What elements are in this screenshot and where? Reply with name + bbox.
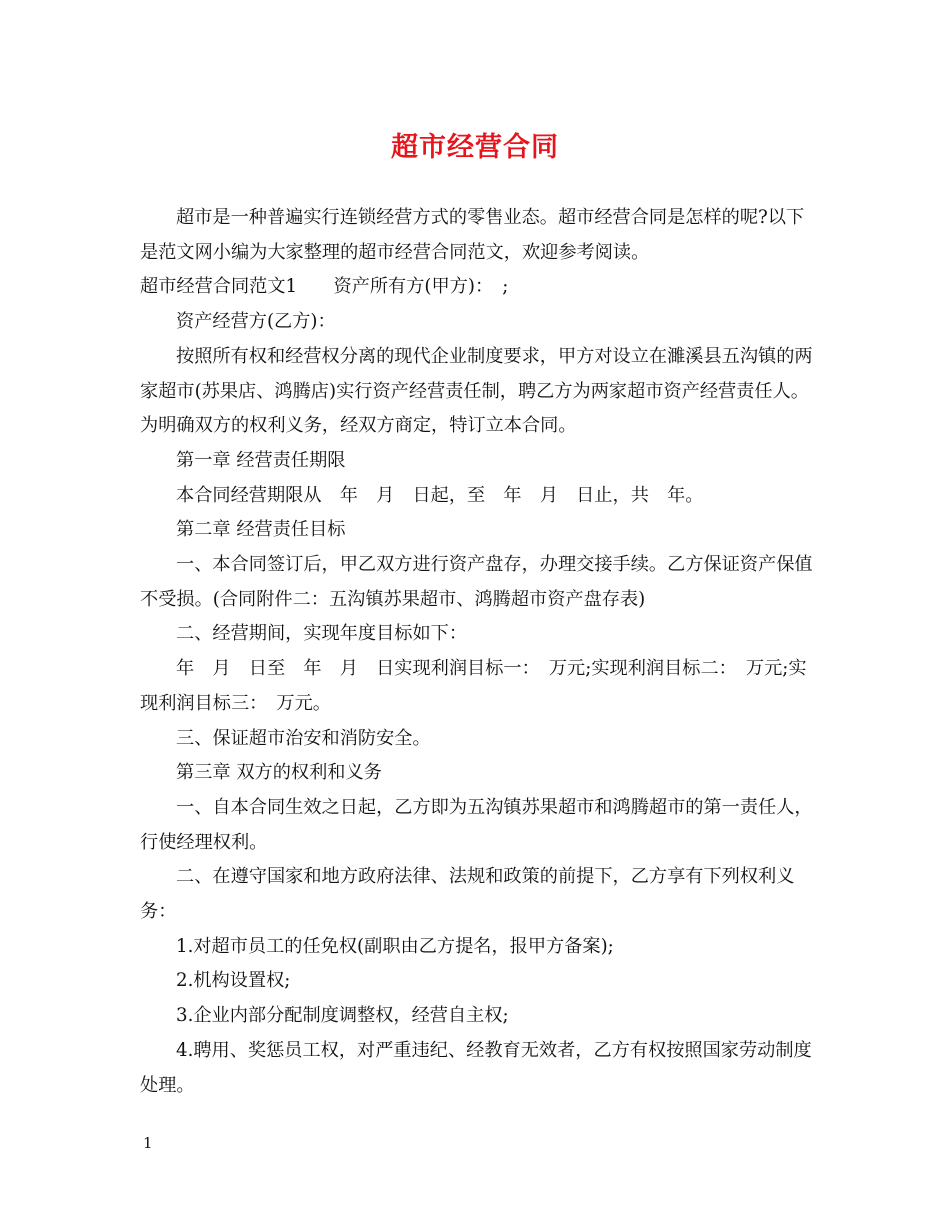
paragraph: 按照所有权和经营权分离的现代企业制度要求，甲方对设立在濉溪县五沟镇的两家超市(苏果店、鸿腾店)实行资产经营责任制，聘乙方为两家超市资产经营责任人。为明确双方的权利义务，经双方商定，特订立本合同。: [140, 345, 813, 437]
paragraph: 超市是一种普遍实行连锁经营方式的零售业态。超市经营合同是怎样的呢?以下是范文网小编为大家整理的超市经营合同范文，欢迎参考阅读。: [140, 207, 805, 263]
paragraph: 二、经营期间，实现年度目标如下：: [176, 623, 468, 645]
paragraph: 三、保证超市治安和消防安全。: [176, 727, 431, 749]
paragraph: 本合同经营期限从 年 月 日起，至 年 月 日止，共 年。: [176, 484, 704, 506]
document-title: 超市经营合同: [391, 132, 559, 163]
paragraph: 第二章 经营责任目标: [176, 519, 346, 541]
paragraph: 第一章 经营责任期限: [176, 449, 346, 471]
paragraph: 2.机构设置权;: [176, 970, 291, 992]
paragraph: 3.企业内部分配制度调整权，经营自主权;: [176, 1005, 509, 1027]
paragraph: 第三章 双方的权利和义务: [176, 762, 382, 784]
page-number: 1: [143, 1134, 153, 1152]
paragraph: 超市经营合同范文1 资产所有方(甲方)： ;: [140, 276, 509, 298]
paragraph: 年 月 日至 年 月 日实现利润目标一： 万元;实现利润目标二： 万元;实现利润目标三： 万元。: [140, 658, 807, 714]
paragraph: 4.聘用、奖惩员工权，对严重违纪、经教育无效者，乙方有权按照国家劳动制度处理。: [140, 1039, 812, 1096]
paragraph: 一、本合同签订后，甲乙双方进行资产盘存，办理交接手续。乙方保证资产保值不受损。(合同附件二：五沟镇苏果超市、鸿腾超市资产盘存表): [140, 554, 813, 610]
document-body: [140, 201, 820, 1103]
paragraph: 一、自本合同生效之日起，乙方即为五沟镇苏果超市和鸿腾超市的第一责任人，行使经理权利。: [140, 796, 813, 853]
paragraph: 1.对超市员工的任免权(副职由乙方提名，报甲方备案);: [176, 935, 614, 957]
paragraph: 资产经营方(乙方)：: [176, 311, 336, 333]
paragraph: 二、在遵守国家和地方政府法律、法规和政策的前提下，乙方享有下列权利义务：: [140, 866, 795, 923]
